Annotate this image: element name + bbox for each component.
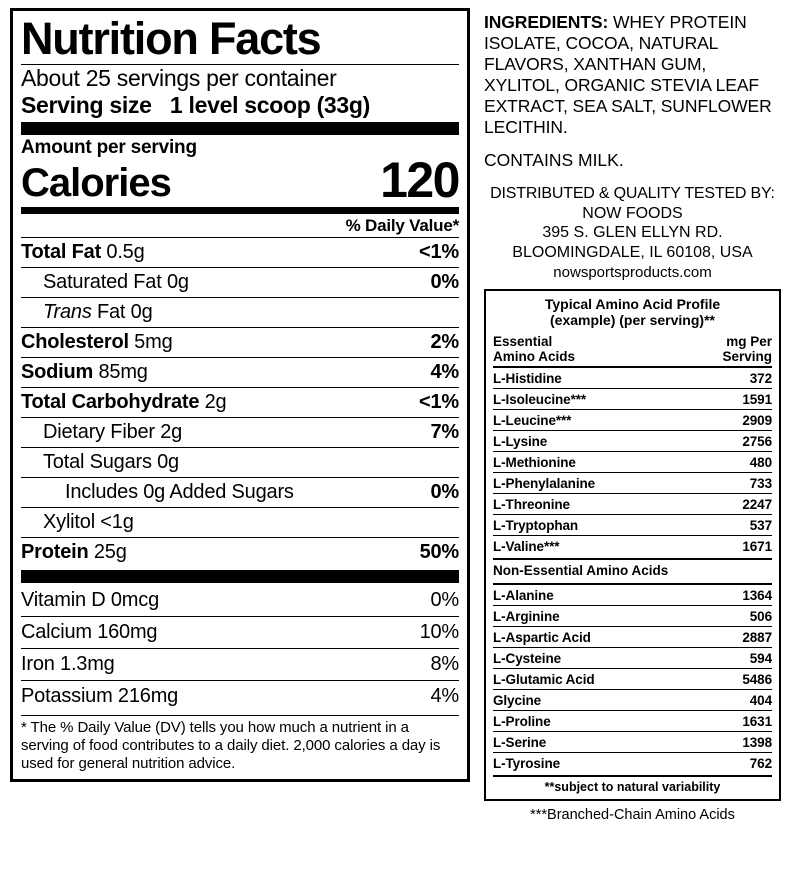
nutrient-name: Xylitol <1g (43, 511, 134, 533)
amino-name: L-Glutamic Acid (493, 671, 595, 687)
amino-name: L-Methionine (493, 454, 576, 470)
amino-row (493, 410, 772, 430)
amino-name: L-Aspartic Acid (493, 629, 591, 645)
daily-value-footnote: * The % Daily Value (DV) tells you how much a nutrient in a serving of food contributes to a daily diet. 2,000 calories a day is used for general nutrition advice. (21, 719, 441, 772)
amount-per-serving-label: Amount per serving (21, 137, 197, 158)
amino-row (493, 627, 772, 647)
nutrient-name: Sodium 85mg (21, 361, 148, 383)
nutrient-pct: 7% (430, 421, 459, 443)
amino-value: 1398 (742, 734, 772, 750)
amino-acid-table (484, 289, 781, 801)
nutrient-row (21, 328, 459, 357)
amino-row (493, 669, 772, 689)
amino-value: 1671 (742, 538, 772, 554)
vitamin-row (21, 681, 459, 712)
nutrient-row (21, 388, 459, 417)
amino-name: L-Histidine (493, 370, 562, 386)
amino-name: L-Leucine*** (493, 412, 572, 428)
nutrient-pct: 50% (419, 541, 459, 563)
amino-name: L-Arginine (493, 608, 560, 624)
amino-row (493, 494, 772, 514)
amino-row (493, 648, 772, 668)
amino-col-head-name-line2: Amino Acids (493, 349, 576, 364)
serving-size-label: Serving size (21, 92, 152, 118)
amino-value: 2909 (742, 412, 772, 428)
calories-value: 120 (380, 152, 459, 208)
servings-per-container: About 25 servings per container (21, 65, 337, 91)
amino-name: L-Threonine (493, 496, 570, 512)
amino-name: L-Tyrosine (493, 755, 561, 771)
amino-table-column-headers (493, 334, 772, 364)
amino-value: 594 (749, 650, 772, 666)
right-column (480, 8, 781, 885)
distributor-line-1: DISTRIBUTED & QUALITY TESTED BY: (490, 185, 775, 202)
amino-value: 404 (749, 692, 772, 708)
amino-value: 1631 (742, 713, 772, 729)
vitamin-pct: 10% (419, 621, 459, 643)
amino-row (493, 431, 772, 451)
amino-col-head-name-line1: Essential (493, 334, 553, 349)
amino-value: 762 (749, 755, 772, 771)
amino-name: L-Tryptophan (493, 517, 579, 533)
amino-row (493, 585, 772, 605)
amino-name: L-Valine*** (493, 538, 560, 554)
nutrient-name: Total Sugars 0g (43, 451, 179, 473)
amino-name: L-Alanine (493, 587, 554, 603)
ingredients-list: WHEY PROTEIN ISOLATE, COCOA, NATURAL FLAVORS, XANTHAN GUM, XYLITOL, ORGANIC STEVIA LEAF EXTRACT, SEA SALT, SUNFLOWER LECITHIN. (484, 12, 772, 137)
vitamin-pct: 4% (430, 685, 459, 707)
amino-col-head-value-line2: Serving (722, 349, 772, 364)
daily-value-header: % Daily Value* (345, 216, 459, 235)
nutrient-pct: <1% (419, 391, 459, 413)
amino-row (493, 536, 772, 556)
amino-value: 2247 (742, 496, 772, 512)
amino-row (493, 389, 772, 409)
nutrient-row (21, 298, 459, 327)
amino-value: 2887 (742, 629, 772, 645)
amino-name: Glycine (493, 692, 542, 708)
divider-medium (21, 207, 459, 214)
serving-size-row (21, 92, 459, 119)
vitamin-name: Iron 1.3mg (21, 653, 115, 675)
nutrient-row (21, 508, 459, 537)
amino-col-head-value (722, 334, 772, 364)
nutrient-pct: 0% (430, 481, 459, 503)
nutrient-name: Total Carbohydrate 2g (21, 391, 227, 413)
amino-row (493, 690, 772, 710)
nutrient-name: Dietary Fiber 2g (43, 421, 183, 443)
nutrient-pct: <1% (419, 241, 459, 263)
nutrient-row (21, 358, 459, 387)
amino-value: 5486 (742, 671, 772, 687)
vitamin-row (21, 585, 459, 616)
allergen-statement: CONTAINS MILK. (484, 150, 624, 170)
amino-value: 372 (749, 370, 772, 386)
nutrient-row (21, 418, 459, 447)
amino-row (493, 368, 772, 388)
nutrient-name: Protein 25g (21, 541, 127, 563)
amino-value: 480 (749, 454, 772, 470)
distributor-street: 395 S. GLEN ELLYN RD. (542, 224, 723, 241)
amino-table-title-line-2: (example) (per serving)** (550, 312, 715, 328)
amino-value: 506 (749, 608, 772, 624)
ingredients-block (484, 12, 781, 138)
nutrient-name: Total Fat 0.5g (21, 241, 145, 263)
amino-col-head-value-line1: mg Per (726, 334, 772, 349)
amino-table-title-line-1: Typical Amino Acid Profile (544, 296, 721, 312)
amino-row (493, 606, 772, 626)
serving-size-value: 1 level scoop (33g) (169, 92, 371, 118)
amino-table-footnote: **subject to natural variability (544, 780, 721, 794)
amino-col-head-name (493, 334, 575, 364)
amino-row (493, 732, 772, 752)
vitamin-pct: 0% (430, 589, 459, 611)
amino-name: L-Lysine (493, 433, 548, 449)
amino-value: 537 (749, 517, 772, 533)
amino-row (493, 515, 772, 535)
website-link[interactable]: nowsportsproducts.com (553, 264, 712, 281)
amino-name: L-Serine (493, 734, 547, 750)
non-essential-section-header: Non-Essential Amino Acids (493, 563, 669, 578)
nutrient-name: Cholesterol 5mg (21, 331, 173, 353)
amino-name: L-Isoleucine*** (493, 391, 587, 407)
vitamin-name: Vitamin D 0mcg (21, 589, 159, 611)
amino-row (493, 452, 772, 472)
distributor-city: BLOOMINGDALE, IL 60108, USA (512, 243, 753, 261)
vitamin-name: Calcium 160mg (21, 621, 158, 643)
amino-row (493, 473, 772, 493)
vitamin-name: Potassium 216mg (21, 685, 179, 707)
amino-row (493, 753, 772, 773)
nutrient-row (21, 538, 459, 567)
nutrient-row (21, 268, 459, 297)
ingredients-heading: INGREDIENTS: (484, 12, 609, 32)
nutrient-name: Saturated Fat 0g (43, 271, 189, 293)
divider-thick (21, 570, 459, 583)
nutrient-row (21, 238, 459, 267)
amino-value: 1364 (742, 587, 772, 603)
amino-name: L-Phenylalanine (493, 475, 596, 491)
amino-value: 1591 (742, 391, 772, 407)
amino-name: L-Cysteine (493, 650, 562, 666)
vitamin-pct: 8% (430, 653, 459, 675)
nutrient-name: Includes 0g Added Sugars (65, 481, 294, 503)
divider (21, 715, 459, 716)
distributor-block (484, 184, 781, 262)
nutrient-name: Trans Fat 0g (43, 301, 153, 323)
nutrition-facts-title: Nutrition Facts (21, 13, 321, 64)
amino-row (493, 711, 772, 731)
nutrient-row (21, 448, 459, 477)
nutrient-pct: 4% (430, 361, 459, 383)
bcaa-footnote: ***Branched-Chain Amino Acids (530, 807, 735, 823)
nutrient-pct: 0% (430, 271, 459, 293)
amino-value: 2756 (742, 433, 772, 449)
nutrition-facts-column (10, 8, 480, 885)
distributor-name: NOW FOODS (582, 204, 683, 222)
nutrient-pct: 2% (430, 331, 459, 353)
calories-label: Calories (21, 161, 171, 205)
nutrition-facts-panel (10, 8, 470, 782)
vitamin-row (21, 617, 459, 648)
calories-row (21, 152, 459, 208)
amino-name: L-Proline (493, 713, 551, 729)
vitamin-row (21, 649, 459, 680)
amino-value: 733 (749, 475, 772, 491)
divider-thick (21, 122, 459, 135)
nutrient-row (21, 478, 459, 507)
